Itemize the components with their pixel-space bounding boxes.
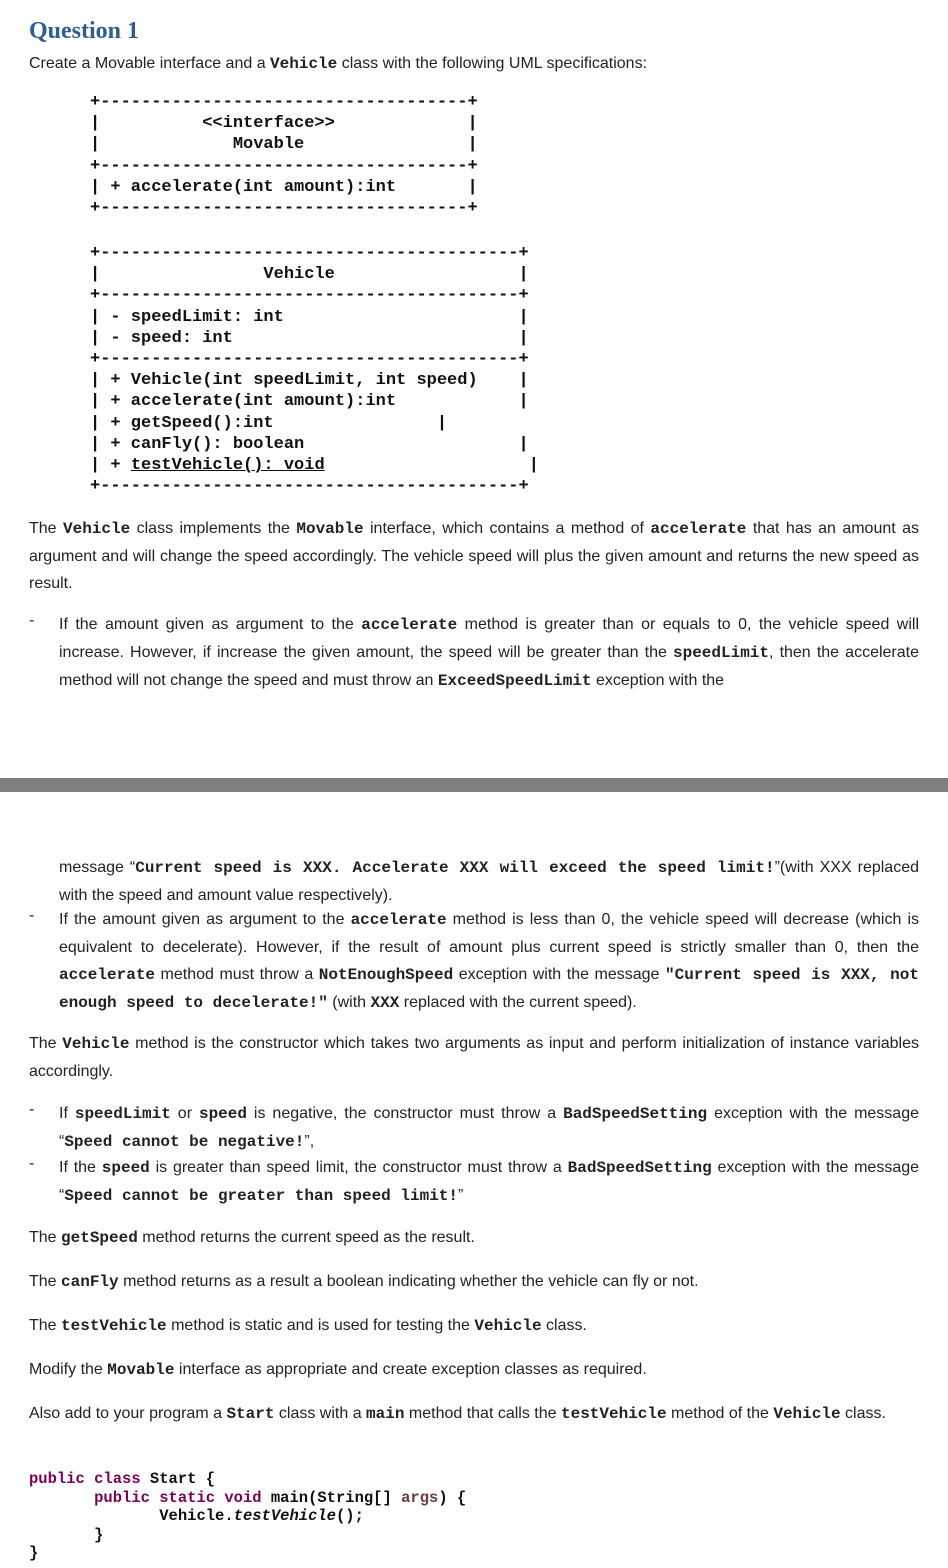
page-divider [0, 778, 948, 792]
bullet-dash: - [29, 1101, 35, 1118]
paragraph-modify-movable: Modify the Movable interface as appropriate and create exception classes as required. [29, 1361, 647, 1379]
paragraph-testvehicle: The testVehicle method is static and is used for testing the Vehicle class. [29, 1317, 587, 1335]
bullet-accelerate-increase-continued: message “Current speed is XXX. Accelerate XXX will exceed the speed limit!”(with XXX replaced with the speed and amount value respectively). [59, 859, 919, 904]
paragraph-constructor: The Vehicle method is the constructor which takes two arguments as input and perform initialization of instance variables accordingly. [29, 1035, 919, 1080]
intro-text: Create a Movable interface and a Vehicle class with the following UML specifications: [29, 55, 648, 73]
code-block-start-class: public class Start { public static void main(String[] args) { Vehicle.testVehicle(); } } [29, 1470, 467, 1562]
question-title: Question 1 [29, 18, 140, 44]
paragraph-getspeed: The getSpeed method returns the current speed as the result. [29, 1229, 475, 1247]
uml-vehicle-class: +-----------------------------------------+ | Vehicle | +-----------------------------------------+ | - speedLimit: int | | - speed: int | +-----------------------------------------+ | + Vehicle(int speedLimit, int speed) | | + accelerate(int amount):int | | + getSpeed():int | | + canFly(): boolean | | + testVehicle(): void | +-----------------------------------------+ [90, 244, 539, 497]
bullet-dash: - [29, 612, 35, 629]
bullet-accelerate-increase: If the amount given as argument to the accelerate method is greater than or equals to 0, the vehicle speed will increase. However, if increase the given amount, the speed will be greater than the speedLimit, then the accelerate method will not change the speed and must throw an ExceedSpeedLimit exception with the [59, 616, 920, 690]
bullet-accelerate-decrease: If the amount given as argument to the accelerate method is less than 0, the vehicle speed will decrease (which is equivalent to decelerate). However, if the result of amount plus current speed is strictly smaller than 0, then the accelerate method must throw a NotEnoughSpeed exception with the message "Current speed is XXX, not enough speed to decelerate!" (with XXX replaced with the current speed). [59, 911, 920, 1012]
bullet-negative-speed: If speedLimit or speed is negative, the constructor must throw a BadSpeedSetting exception with the message “Speed cannot be negative!”, [59, 1105, 919, 1151]
bullet-speed-exceeds-limit: If the speed is greater than speed limit, the constructor must throw a BadSpeedSetting exception with the message “Speed cannot be greater than speed limit!” [59, 1159, 920, 1205]
paragraph-start-class: Also add to your program a Start class with a main method that calls the testVehicle method of the Vehicle class. [29, 1405, 886, 1423]
uml-movable-interface: +------------------------------------+ | <<interface>> | | Movable | +------------------------------------+ | + accelerate(int amount):int | +------------------------------------+ [90, 93, 478, 219]
bullet-dash: - [29, 1155, 35, 1172]
bullet-dash: - [29, 907, 35, 924]
paragraph-vehicle-implements: The Vehicle class implements the Movable interface, which contains a method of accelerate that has an amount as argument and will change the speed accordingly. The vehicle speed will plus the given amount and returns the new speed as result. [29, 520, 920, 592]
paragraph-canfly: The canFly method returns as a result a boolean indicating whether the vehicle can fly or not. [29, 1273, 699, 1291]
